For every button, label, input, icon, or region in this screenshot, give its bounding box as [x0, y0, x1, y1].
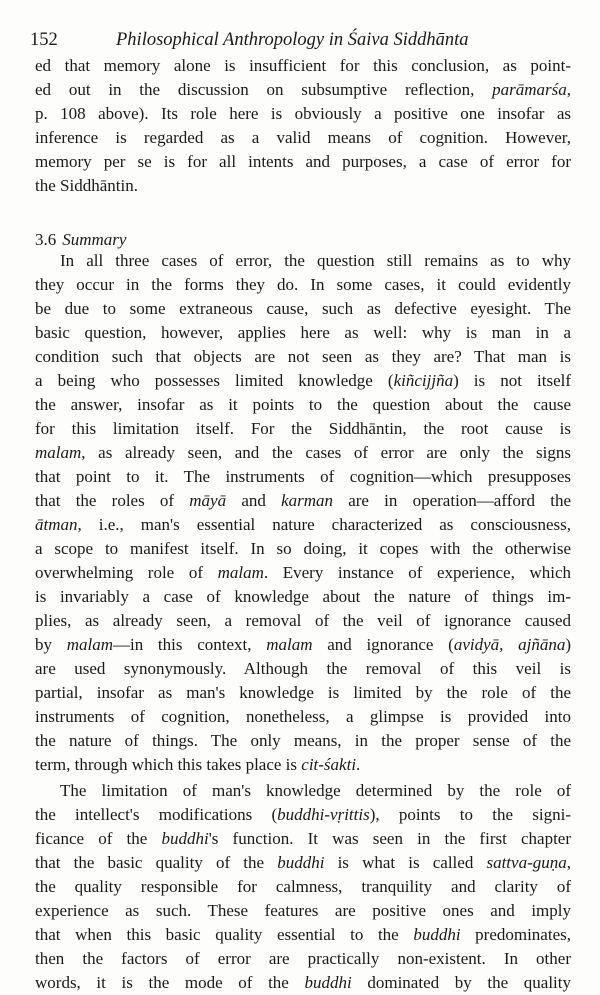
text-run: is invariably a case of knowledge about the nature of things im-	[35, 587, 571, 606]
text-run: are in operation—afford the	[333, 491, 571, 510]
text-run: the quality responsible for calmness, tranquility and clarity of	[35, 877, 571, 896]
italic-term: malam	[266, 635, 313, 654]
text-line	[35, 345, 571, 369]
text-run: that the roles of	[35, 491, 190, 510]
text-line	[35, 705, 571, 729]
text-line	[35, 899, 571, 923]
italic-term: malam	[217, 563, 264, 582]
text-run: .	[356, 755, 361, 774]
italic-term: māyā	[189, 491, 227, 510]
text-run: that point to it. The instruments of cognition—which presupposes	[35, 467, 571, 486]
text-run: The limitation of man's knowledge determined by the role of	[60, 781, 571, 800]
text-run: ,	[566, 80, 571, 99]
text-run: they occur in the forms they do. In some cases, it could evidently	[35, 275, 571, 294]
italic-term: kiñcijjña	[393, 371, 454, 390]
text-run: that the basic quality of the	[35, 853, 278, 872]
text-line	[35, 150, 571, 174]
text-line	[35, 54, 571, 78]
text-run: instruments of cognition, nonetheless, a glimpse is provided into	[35, 707, 571, 726]
text-line	[35, 875, 571, 899]
text-line	[35, 297, 571, 321]
text-line	[35, 633, 571, 657]
italic-term: buddhi	[304, 973, 352, 992]
italic-term: ātman	[35, 515, 78, 534]
text-run: the answer, insofar as it points to the question about the cause	[35, 395, 571, 414]
italic-term: buddhi-vṛittis	[277, 805, 370, 824]
text-run: basic question, however, applies here as well: why is man in a	[35, 323, 571, 342]
section-number: 3.6	[35, 230, 57, 249]
italic-term: cit-śakti	[301, 755, 357, 774]
text-line	[35, 537, 571, 561]
text-line	[35, 441, 571, 465]
text-run: term, through which this takes place is	[35, 755, 302, 774]
text-line	[60, 779, 571, 803]
text-run: )	[565, 635, 572, 654]
text-line	[60, 249, 571, 273]
text-run: ficance of the	[35, 829, 162, 848]
text-run: p. 108 above). Its role here is obviously a positive one insofar as	[35, 104, 571, 123]
text-run: be due to some extraneous cause, such as defective eyesight. The	[35, 299, 571, 318]
text-run: predominates,	[460, 925, 571, 944]
text-run: . Every instance of experience, which	[263, 563, 571, 582]
text-line	[35, 513, 571, 537]
text-run: for this limitation itself. For the Siddhāntin, the root cause is	[35, 419, 571, 438]
text-run: In all three cases of error, the question still remains as to why	[60, 251, 571, 270]
text-line	[35, 585, 571, 609]
text-line	[35, 681, 571, 705]
text-line	[35, 947, 571, 971]
text-run: words, it is the mode of the	[35, 973, 305, 992]
text-line	[35, 827, 571, 851]
text-line	[35, 753, 571, 777]
italic-term: buddhi	[277, 853, 325, 872]
text-line	[35, 102, 571, 126]
text-line	[35, 174, 571, 198]
text-run: 's function. It was seen in the first chapter	[208, 829, 571, 848]
text-run: that when this basic quality essential to the	[35, 925, 414, 944]
text-line	[35, 561, 571, 585]
text-line	[35, 971, 571, 995]
text-run: are used synonymously. Although the removal of this veil is	[35, 659, 571, 678]
page-number: 152	[30, 30, 58, 50]
text-run: then the factors of error are practically non-existent. In other	[35, 949, 571, 968]
italic-term: buddhi	[161, 829, 209, 848]
italic-term: karman	[281, 491, 334, 510]
text-line	[35, 321, 571, 345]
section-title: Summary	[62, 230, 127, 249]
italic-term: sattva-guṇa	[486, 853, 567, 872]
italic-term: malam	[66, 635, 113, 654]
text-line	[35, 369, 571, 393]
text-line	[35, 393, 571, 417]
text-run: overwhelming role of	[35, 563, 218, 582]
text-line	[35, 657, 571, 681]
text-run: , as already seen, and the cases of error are only the signs	[81, 443, 571, 462]
text-run: ), points to the signi-	[369, 805, 571, 824]
italic-term: avidyā, ajñāna	[453, 635, 566, 654]
italic-term: malam	[35, 443, 82, 462]
text-run: ) is not itself	[453, 371, 571, 390]
text-line	[35, 126, 571, 150]
text-run: a being who possesses limited knowledge (	[35, 371, 394, 390]
text-run: and	[226, 491, 282, 510]
text-line	[35, 417, 571, 441]
text-run: ed that memory alone is insufficient for this conclusion, as point-	[35, 56, 571, 75]
text-run: the Siddhāntin.	[35, 176, 138, 195]
text-run: , i.e., man's essential nature characterized as consciousness,	[77, 515, 571, 534]
text-run: memory per se is for all intents and purposes, a case of error for	[35, 152, 571, 171]
running-title: Philosophical Anthropology in Śaiva Siddhānta	[116, 30, 469, 50]
text-line	[35, 273, 571, 297]
text-line	[35, 78, 571, 102]
text-run: ed out in the discussion on subsumptive reflection,	[35, 80, 493, 99]
text-run: the intellect's modifications (	[35, 805, 278, 824]
text-run: dominated by the quality	[351, 973, 571, 992]
text-run: inference is regarded as a valid means of cognition. However,	[35, 128, 571, 147]
text-line	[35, 465, 571, 489]
text-line	[35, 489, 571, 513]
text-line	[35, 803, 571, 827]
text-run: ,	[566, 853, 571, 872]
text-run: —in this context,	[113, 635, 267, 654]
text-line	[35, 729, 571, 753]
text-line	[35, 609, 571, 633]
running-header	[30, 30, 570, 54]
text-run: plies, as already seen, a removal of the veil of ignorance caused	[35, 611, 571, 630]
text-run: the nature of things. The only means, in the proper sense of the	[35, 731, 571, 750]
text-run: a scope to manifest itself. In so doing, it copes with the otherwise	[35, 539, 571, 558]
text-run: partial, insofar as man's knowledge is limited by the role of the	[35, 683, 571, 702]
italic-term: parāmarśa	[492, 80, 567, 99]
text-run: experience as such. These features are positive ones and imply	[35, 901, 571, 920]
text-run: is what is called	[324, 853, 487, 872]
text-run: condition such that objects are not seen as they are? That man is	[35, 347, 571, 366]
text-line	[35, 851, 571, 875]
text-run: and ignorance (	[312, 635, 454, 654]
text-line	[35, 923, 571, 947]
text-run: by	[35, 635, 67, 654]
italic-term: buddhi	[413, 925, 461, 944]
